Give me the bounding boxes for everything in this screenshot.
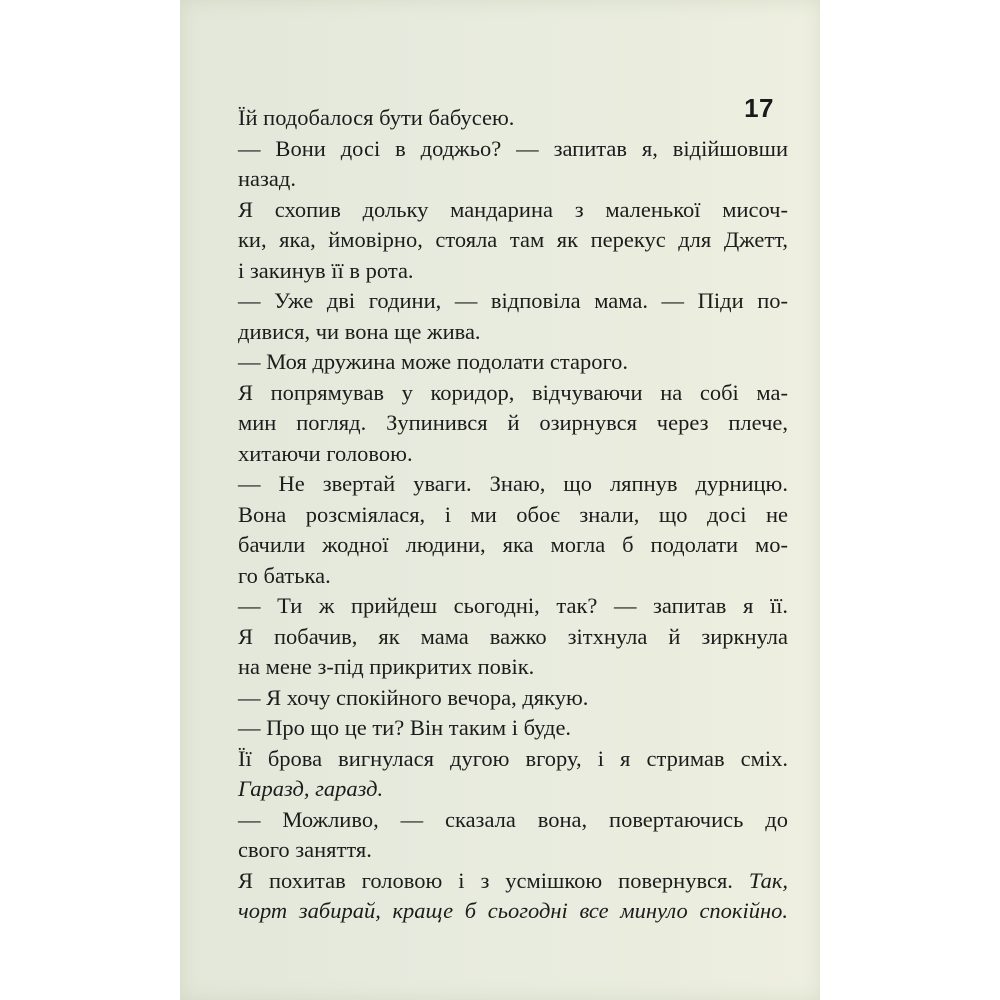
body-text bbox=[238, 103, 788, 927]
italic-fragment: Так, bbox=[748, 867, 789, 893]
text-line: Їй подобалося бути бабусею. bbox=[238, 105, 515, 130]
text-line: — Не звертай уваги. Знаю, що ляпнув дурницю. bbox=[238, 471, 788, 496]
text-line: хитаючи головою. bbox=[238, 440, 413, 466]
text-line: — Моя дружина може подолати старого. bbox=[238, 349, 629, 374]
text-line: свого заняття. bbox=[238, 837, 372, 862]
text-line: Я побачив, як мама важко зітхнула й зиркнула bbox=[238, 623, 788, 649]
text-line: Вона розсміялася, і ми обоє знали, що досі не bbox=[238, 501, 788, 527]
text-line-italic: чорт забирай, краще б сьогодні все минуло спокійно. bbox=[238, 898, 788, 923]
text-line: — Про що це ти? Він таким і буде. bbox=[238, 715, 572, 740]
text-line: — Уже дві години, — відповіла мама. — Піди по- bbox=[238, 288, 788, 313]
text-line: Я похитав головою і з усмішкою повернувся. Так, bbox=[238, 867, 789, 893]
text-line: го батька. bbox=[238, 562, 331, 588]
text-line: назад. bbox=[238, 166, 296, 191]
text-line: дивися, чи вона ще жива. bbox=[238, 318, 481, 344]
text-line: на мене з-під прикритих повік. bbox=[238, 654, 535, 679]
text-line: — Вони досі в доджьо? — запитав я, відійшовши bbox=[238, 135, 788, 161]
text-line-italic: Гаразд, гаразд. bbox=[238, 776, 384, 801]
text-line: ки, яка, ймовірно, стояла там як перекус для Джетт, bbox=[238, 227, 788, 252]
book-page bbox=[180, 0, 820, 1000]
text-line: — Можливо, — сказала вона, повертаючись до bbox=[238, 806, 788, 832]
text-line: бачили жодної людини, яка могла б подолати мо- bbox=[238, 532, 788, 557]
text-line: Я попрямував у коридор, відчуваючи на собі ма- bbox=[238, 379, 788, 405]
text-line: і закинув її в рота. bbox=[238, 257, 414, 283]
text-line: — Я хочу спокійного вечора, дякую. bbox=[238, 684, 589, 710]
text-line: мин погляд. Зупинився й озирнувся через плече, bbox=[238, 410, 788, 435]
page-number: 17 bbox=[744, 93, 774, 123]
text-line: Її брова вигнулася дугою вгору, і я стримав сміх. bbox=[238, 745, 788, 771]
text-line: — Ти ж прийдеш сьогодні, так? — запитав я її. bbox=[238, 593, 788, 618]
text-line: Я схопив дольку мандарина з маленької мисоч- bbox=[238, 196, 788, 222]
